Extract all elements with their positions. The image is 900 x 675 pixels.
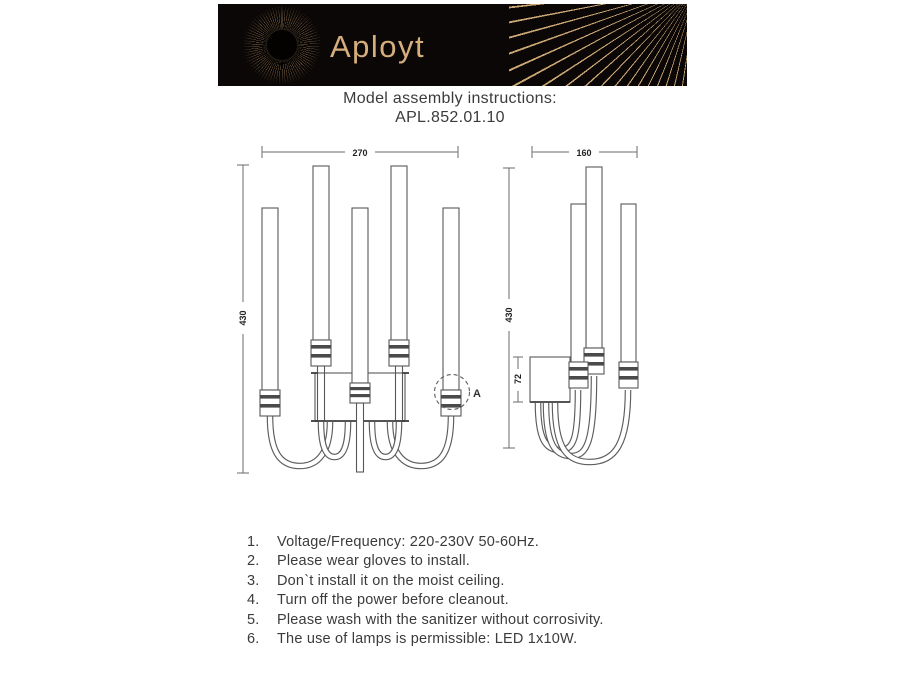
instructions-list — [247, 533, 604, 649]
list-item — [247, 611, 604, 630]
candle2-body — [313, 166, 329, 340]
candle2-stem — [318, 366, 325, 421]
front-view — [237, 146, 481, 473]
detail-a-label: A — [473, 388, 481, 400]
model-number: APL.852.01.10 — [395, 109, 505, 126]
side-width-label: 160 — [576, 148, 592, 158]
candle4-body — [391, 166, 407, 340]
list-item — [247, 630, 604, 649]
front-height-label: 430 — [238, 310, 248, 326]
rays-decoration-icon — [509, 4, 687, 86]
technical-drawing — [225, 140, 700, 510]
list-item — [247, 591, 604, 610]
item-number: 4. — [247, 592, 260, 609]
side-height-label: 430 — [504, 307, 514, 323]
side-candle-far-body — [621, 204, 636, 362]
item-number: 2. — [247, 553, 260, 570]
backbox-label: 72 — [513, 373, 523, 385]
candle3-body — [352, 208, 368, 383]
candle4-stem — [396, 366, 403, 421]
item-number: 6. — [247, 631, 260, 648]
brand-name: Aployt — [330, 29, 426, 64]
item-text: Turn off the power before cleanout. — [277, 592, 509, 609]
list-item — [247, 552, 604, 571]
title-block — [0, 89, 900, 127]
item-text: Don`t install it on the moist ceiling. — [277, 572, 505, 589]
item-text: Please wash with the sanitizer without corrosivity. — [277, 611, 604, 628]
item-number: 5. — [247, 611, 260, 628]
list-item — [247, 572, 604, 591]
item-text: Please wear gloves to install. — [277, 553, 470, 570]
candle1-body — [262, 208, 278, 390]
item-text: Voltage/Frequency: 220-230V 50-60Hz. — [277, 534, 539, 550]
starburst-core — [267, 30, 297, 60]
item-number: 3. — [247, 572, 260, 589]
side-view — [503, 146, 638, 462]
list-item — [247, 533, 604, 552]
front-width-label: 270 — [352, 148, 368, 158]
item-number: 1. — [247, 534, 260, 550]
brand-banner — [218, 4, 687, 86]
candle3-stem — [357, 403, 364, 472]
candle5-body — [443, 208, 459, 390]
side-candle-near-body — [571, 204, 586, 362]
item-text: The use of lamps is permissible: LED 1x10W. — [277, 631, 578, 648]
starburst-logo-icon — [244, 7, 320, 83]
side-backbox — [530, 357, 570, 402]
assembly-title: Model assembly instructions: — [343, 90, 557, 107]
side-candle-tall-body — [586, 167, 602, 348]
side-arms — [538, 376, 628, 462]
